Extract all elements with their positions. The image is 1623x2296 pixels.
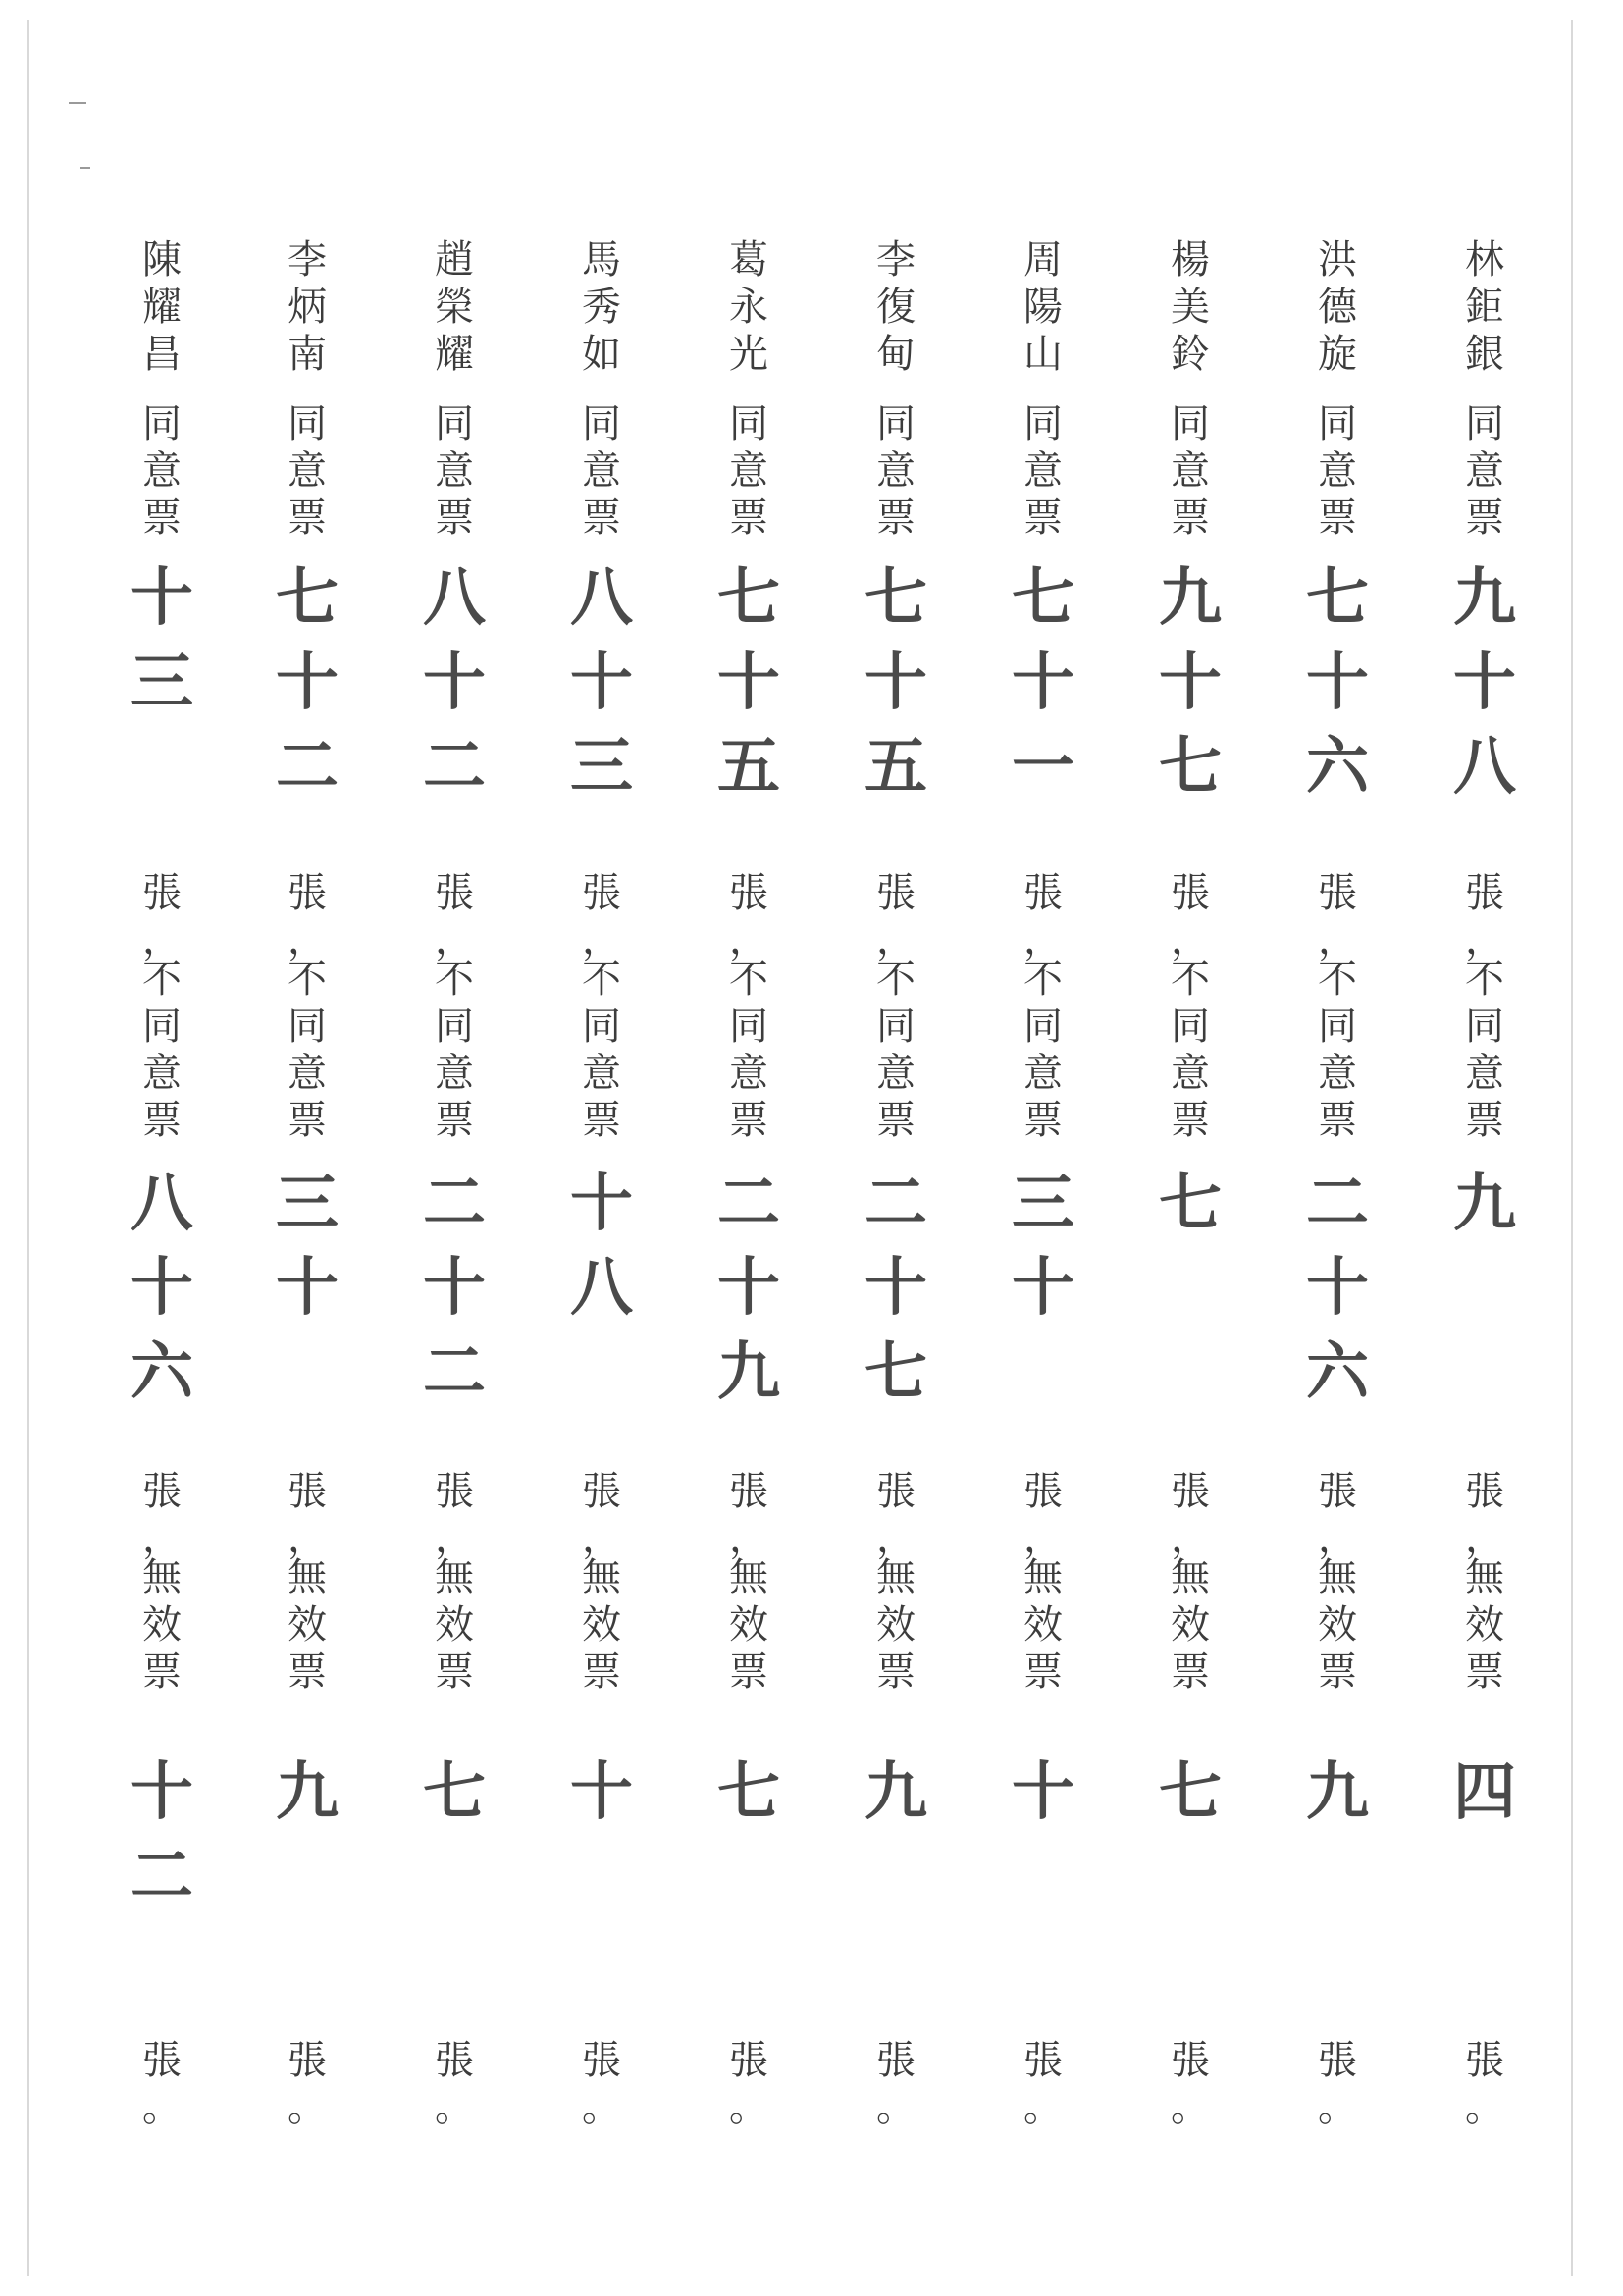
invalid-count: 九 — [864, 1756, 927, 1829]
end-label: 張 。 — [729, 2038, 768, 2130]
vote-column — [842, 0, 950, 2296]
agree-count: 七 十 五 — [864, 562, 927, 804]
agree-count: 十 三 — [131, 562, 193, 719]
agree-label: 同 意 票 — [288, 401, 327, 541]
scan-edge-left — [27, 20, 29, 2276]
agree-count: 八 十 二 — [423, 562, 486, 804]
disagree-count: 二 十 九 — [717, 1168, 780, 1409]
candidate-name: 葛 永 光 — [729, 237, 768, 377]
invalid-label: 張 ， 無 效 票 — [1023, 1469, 1063, 1695]
agree-count: 七 十 五 — [717, 562, 780, 804]
disagree-label: 張 ， 不 同 意 票 — [435, 870, 474, 1143]
candidate-name: 李 復 甸 — [876, 237, 916, 377]
agree-label: 同 意 票 — [1465, 401, 1504, 541]
vote-column — [108, 0, 216, 2296]
candidate-name: 洪 德 旋 — [1318, 237, 1357, 377]
invalid-count: 九 — [276, 1756, 339, 1829]
agree-label: 同 意 票 — [1171, 401, 1210, 541]
agree-count: 七 十 二 — [276, 562, 339, 804]
disagree-count: 十 八 — [570, 1168, 633, 1325]
invalid-count: 四 — [1453, 1756, 1516, 1829]
end-label: 張 。 — [1465, 2038, 1504, 2130]
invalid-label: 張 ， 無 效 票 — [1171, 1469, 1210, 1695]
agree-count: 九 十 八 — [1453, 562, 1516, 804]
agree-count: 七 十 六 — [1306, 562, 1369, 804]
invalid-count: 七 — [423, 1756, 486, 1829]
scan-edge-right — [1571, 20, 1573, 2276]
disagree-label: 張 ， 不 同 意 票 — [1465, 870, 1504, 1143]
invalid-label: 張 ， 無 效 票 — [582, 1469, 621, 1695]
disagree-count: 七 — [1159, 1168, 1222, 1240]
invalid-count: 九 — [1306, 1756, 1369, 1829]
end-label: 張 。 — [1318, 2038, 1357, 2130]
agree-label: 同 意 票 — [142, 401, 182, 541]
scan-speck — [80, 167, 90, 169]
disagree-label: 張 ， 不 同 意 票 — [1023, 870, 1063, 1143]
invalid-label: 張 ， 無 效 票 — [142, 1469, 182, 1695]
vote-column — [548, 0, 655, 2296]
invalid-count: 七 — [1159, 1756, 1222, 1829]
invalid-count: 十 — [570, 1756, 633, 1829]
agree-label: 同 意 票 — [582, 401, 621, 541]
vote-column — [1136, 0, 1244, 2296]
candidate-name: 周 陽 山 — [1023, 237, 1063, 377]
disagree-count: 二 十 七 — [864, 1168, 927, 1409]
disagree-label: 張 ， 不 同 意 票 — [729, 870, 768, 1143]
disagree-label: 張 ， 不 同 意 票 — [288, 870, 327, 1143]
scan-speck — [69, 102, 86, 104]
disagree-count: 九 — [1453, 1168, 1516, 1240]
disagree-label: 張 ， 不 同 意 票 — [1318, 870, 1357, 1143]
invalid-label: 張 ， 無 效 票 — [876, 1469, 916, 1695]
end-label: 張 。 — [1023, 2038, 1063, 2130]
invalid-count: 十 二 — [131, 1756, 193, 1913]
candidate-name: 陳 耀 昌 — [142, 237, 182, 377]
end-label: 張 。 — [142, 2038, 182, 2130]
agree-count: 八 十 三 — [570, 562, 633, 804]
invalid-count: 十 — [1012, 1756, 1074, 1829]
disagree-count: 二 十 二 — [423, 1168, 486, 1409]
candidate-name: 李 炳 南 — [288, 237, 327, 377]
disagree-label: 張 ， 不 同 意 票 — [582, 870, 621, 1143]
vote-column — [1283, 0, 1391, 2296]
agree-label: 同 意 票 — [1023, 401, 1063, 541]
agree-count: 七 十 一 — [1012, 562, 1074, 804]
invalid-label: 張 ， 無 效 票 — [729, 1469, 768, 1695]
vote-column — [400, 0, 508, 2296]
end-label: 張 。 — [1171, 2038, 1210, 2130]
disagree-count: 三 十 — [276, 1168, 339, 1325]
disagree-label: 張 ， 不 同 意 票 — [1171, 870, 1210, 1143]
agree-label: 同 意 票 — [729, 401, 768, 541]
end-label: 張 。 — [582, 2038, 621, 2130]
disagree-label: 張 ， 不 同 意 票 — [876, 870, 916, 1143]
agree-count: 九 十 七 — [1159, 562, 1222, 804]
candidate-name: 馬 秀 如 — [582, 237, 621, 377]
end-label: 張 。 — [288, 2038, 327, 2130]
agree-label: 同 意 票 — [1318, 401, 1357, 541]
candidate-name: 楊 美 鈴 — [1171, 237, 1210, 377]
agree-label: 同 意 票 — [435, 401, 474, 541]
disagree-count: 八 十 六 — [131, 1168, 193, 1409]
candidate-name: 林 鉅 銀 — [1465, 237, 1504, 377]
invalid-label: 張 ， 無 效 票 — [1318, 1469, 1357, 1695]
end-label: 張 。 — [876, 2038, 916, 2130]
vote-column — [253, 0, 361, 2296]
vote-column — [989, 0, 1097, 2296]
invalid-count: 七 — [717, 1756, 780, 1829]
disagree-count: 二 十 六 — [1306, 1168, 1369, 1409]
vote-column — [1431, 0, 1539, 2296]
invalid-label: 張 ， 無 效 票 — [435, 1469, 474, 1695]
disagree-label: 張 ， 不 同 意 票 — [142, 870, 182, 1143]
vote-column — [695, 0, 803, 2296]
invalid-label: 張 ， 無 效 票 — [1465, 1469, 1504, 1695]
agree-label: 同 意 票 — [876, 401, 916, 541]
invalid-label: 張 ， 無 效 票 — [288, 1469, 327, 1695]
disagree-count: 三 十 — [1012, 1168, 1074, 1325]
end-label: 張 。 — [435, 2038, 474, 2130]
candidate-name: 趙 榮 耀 — [435, 237, 474, 377]
